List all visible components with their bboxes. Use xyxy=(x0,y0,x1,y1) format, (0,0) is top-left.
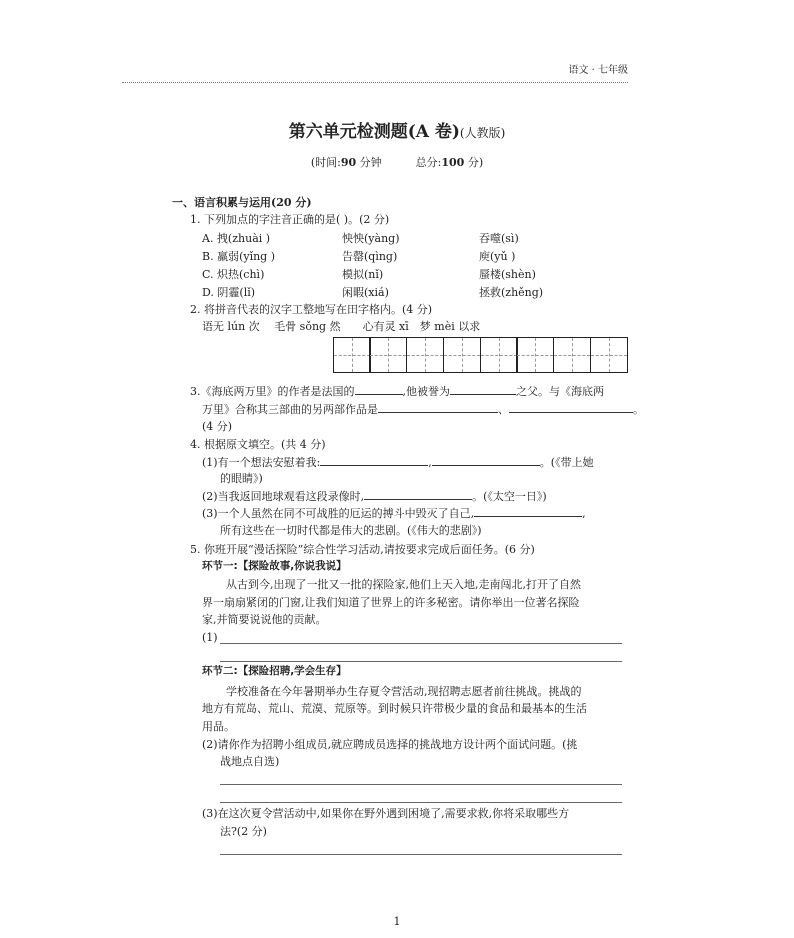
answer-line[interactable] xyxy=(220,661,622,662)
answer-blank[interactable] xyxy=(378,411,498,413)
q4-s3-cont: 所有这些在一切时代都是伟大的悲剧。(《伟大的悲剧》) xyxy=(220,524,482,537)
answer-blank[interactable] xyxy=(509,411,633,413)
time-unit: 分钟 xyxy=(359,156,382,169)
q1-opt-d1: D. 阴霾(lǐ) xyxy=(202,286,256,299)
page-number: 1 xyxy=(393,915,401,928)
answer-blank[interactable] xyxy=(320,464,428,466)
q4-stem: 4. 根据原文填空。(共 4 分) xyxy=(190,438,326,451)
q1-opt-d3: 拯救(zhěng) xyxy=(479,286,544,299)
q3-line2 xyxy=(202,404,644,415)
title-main: 第六单元检测题(A 卷) xyxy=(288,122,460,142)
q5-stem: 5. 你班开展“漫话探险”综合性学习活动,请按要求完成后面任务。(6 分) xyxy=(190,543,535,556)
answer-line[interactable] xyxy=(220,643,622,644)
time-value: 90 xyxy=(340,156,357,169)
q1-opt-c1: C. 炽热(chì) xyxy=(202,268,265,281)
q4-s1-c: 。(《带上她 xyxy=(539,456,594,469)
q1-opt-a2: 怏怏(yàng) xyxy=(342,232,400,245)
q4-s1-cont: 的眼睛》) xyxy=(220,472,263,485)
q3-text-e: 、 xyxy=(498,403,509,416)
answer-blank[interactable] xyxy=(364,498,472,500)
q1-opt-c3: 蜃楼(shèn) xyxy=(479,268,536,281)
grid-cell[interactable] xyxy=(480,337,518,373)
q4-s2 xyxy=(202,491,547,502)
link1-para-1: 从古到今,出现了一批又一批的探险家,他们上天入地,走南闯北,打开了自然 xyxy=(226,578,581,591)
q3-text-d: 万里》合称其三部曲的另两部作品是 xyxy=(202,403,378,416)
q3-text-c: 之父。与《海底两 xyxy=(516,385,604,398)
link2-para-2: 地方有荒岛、荒山、荒漠、荒原等。到时候只许带极少量的食品和最基本的生活 xyxy=(202,702,587,715)
q1-stem: 1. 下列加点的字注音正确的是( )。(2 分) xyxy=(190,213,390,226)
title-edition: (人教版) xyxy=(459,126,506,140)
answer-blank[interactable] xyxy=(432,464,540,466)
q4-s1-b: , xyxy=(428,456,432,469)
q5-3-stem-cont: 法?(2 分) xyxy=(220,825,267,838)
section-heading: 一、语言积累与运用(20 分) xyxy=(172,196,312,209)
q3-text-f: 。 xyxy=(633,403,644,416)
link2-para-1: 学校准备在今年暑期举办生存夏令营活动,现招聘志愿者前往挑战。挑战的 xyxy=(226,685,582,698)
grid-cell[interactable] xyxy=(516,337,554,373)
answer-blank[interactable] xyxy=(474,515,582,517)
link1-title: 环节一:【探险故事,你说我说】 xyxy=(202,560,347,572)
grid-cell[interactable] xyxy=(590,337,628,373)
link2-para-3: 用品。 xyxy=(202,720,235,733)
answer-line[interactable] xyxy=(220,784,622,785)
q4-s3-b: , xyxy=(582,507,586,520)
tianzige-grid[interactable] xyxy=(334,337,628,373)
link1-para-2: 界一扇扇紧闭的门窗,让我们知道了世界上的许多秘密。请你举出一位著名探险 xyxy=(202,596,580,609)
page-title xyxy=(0,124,794,141)
q1-opt-c2: 模拟(nǐ) xyxy=(342,268,384,281)
grid-cell[interactable] xyxy=(333,337,371,373)
score-unit: 分) xyxy=(467,156,484,169)
q5-2-stem-cont: 战地点自选) xyxy=(220,755,280,768)
q4-s3-a: (3)一个人虽然在同不可战胜的厄运的搏斗中毁灭了自己, xyxy=(202,507,475,520)
q3-text-a: 3.《海底两万里》的作者是法国的 xyxy=(190,385,355,398)
answer-blank[interactable] xyxy=(355,393,403,395)
q1-opt-b2: 告罄(qìng) xyxy=(342,250,398,263)
answer-line[interactable] xyxy=(220,802,622,803)
score-label: 总分: xyxy=(415,156,442,169)
time-label: (时间: xyxy=(310,156,341,169)
q1-opt-d2: 闲暇(xiá) xyxy=(342,286,389,299)
header-divider xyxy=(122,82,628,83)
q4-s2-b: 。(《太空一日》) xyxy=(472,490,547,503)
q4-s3 xyxy=(202,508,586,519)
answer-blank[interactable] xyxy=(450,393,516,395)
q1-opt-a1: A. 拽(zhuài ) xyxy=(202,232,271,245)
q3-line1 xyxy=(190,386,604,397)
link1-answer-label: (1) xyxy=(202,631,218,644)
q2-stem: 2. 将拼音代表的汉字工整地写在田字格内。(4 分) xyxy=(190,303,433,316)
q5-3-stem: (3)在这次夏令营活动中,如果你在野外遇到困境了,需要求救,你将采取哪些方 xyxy=(202,807,570,820)
q1-opt-b3: 庾(yǔ ) xyxy=(479,250,516,263)
q2-pinyin: 语无 lún 次 毛骨 sǒng 然 心有灵 xī 梦 mèi 以求 xyxy=(202,320,481,333)
subject-header: 语文 · 七年级 xyxy=(568,65,628,76)
q1-opt-b1: B. 羸弱(yǐng ) xyxy=(202,250,276,263)
q4-s1 xyxy=(202,457,594,468)
q1-opt-a3: 吞噬(sì) xyxy=(479,232,519,245)
q3-text-b: ,他被誉为 xyxy=(402,385,450,398)
grid-cell[interactable] xyxy=(369,337,407,373)
exam-info xyxy=(0,157,794,168)
grid-cell[interactable] xyxy=(406,337,444,373)
link2-title: 环节二:【探险招聘,学会生存】 xyxy=(202,665,347,677)
q5-2-stem: (2)请你作为招聘小组成员,就应聘成员选择的挑战地方设计两个面试问题。(挑 xyxy=(202,738,578,751)
q4-s2-a: (2)当我返回地球观看这段录像时, xyxy=(202,490,365,503)
link1-para-3: 家,并简要说说他的贡献。 xyxy=(202,613,327,626)
answer-line[interactable] xyxy=(220,854,622,855)
q4-s1-a: (1)有一个想法安慰着我: xyxy=(202,456,321,469)
grid-cell[interactable] xyxy=(443,337,481,373)
grid-cell[interactable] xyxy=(553,337,591,373)
q3-score: (4 分) xyxy=(202,420,233,433)
score-value: 100 xyxy=(441,156,465,169)
